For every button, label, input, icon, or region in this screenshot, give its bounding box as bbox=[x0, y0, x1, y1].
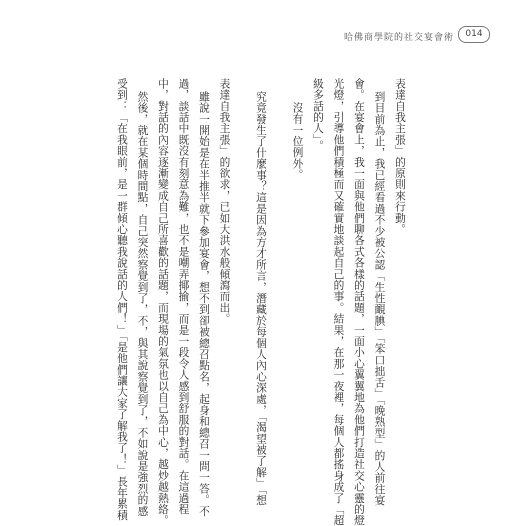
page-number-badge: 014 bbox=[458, 26, 490, 43]
text-column: 過，談話中既沒有刻意為難，也不是嘲弄揶揄，而是一段令人感到舒服的對話。在這過程 bbox=[177, 78, 191, 515]
text-column: 受到：「在我眼前，是一群傾心聽我說話的人們！」「是他們讓大家了解我了！」長年累積 bbox=[116, 78, 129, 521]
text-column: 表達自我主張」的原則來行動。 bbox=[394, 78, 407, 235]
text-column: 級多話的人」。 bbox=[312, 78, 325, 152]
text-column: 雖說一開始是在半推半就下參加宴會，想不到卻被總召點名，起身和總召一問一答。不 bbox=[198, 91, 211, 517]
text-column: 表達自我主張」的欲求，已如大洪水般傾瀉而出。 bbox=[218, 78, 232, 325]
text-column: 然後，就在某個時間點，自己突然察覺到了，不，與其說察覺到了，不如說是強烈的感 bbox=[136, 91, 150, 517]
text-column: 究竟發生了什麼事？這是因為方才所言，潛藏於每個人內心深處，「渴望被了解」「想 bbox=[255, 91, 268, 506]
text-column: 沒有一位例外。 bbox=[291, 102, 305, 181]
text-column: 會。在宴會上，我一面與他們聊各式各樣的話題，一面小心翼翼地為他們打造社交心靈的燈 bbox=[353, 78, 366, 526]
vertical-body-text bbox=[112, 78, 411, 526]
text-column: 光燈，引導他們積極而又確實地談起自己的事。結果，在那一夜裡，每個人都搖身成了「超 bbox=[332, 78, 346, 526]
text-column: 中，對話的內容逐漸變成自己所喜歡的話題，而現場的氣氛也以自己為中心，越炒越熱絡。 bbox=[157, 78, 170, 526]
running-header-title: 哈佛商學院的社交宴會術 bbox=[343, 33, 454, 43]
text-column: 到目前為止，我已經看過不少被公認「生性靦腆」「笨口拙舌」「晚熟型」的人前往宴 bbox=[373, 91, 387, 506]
